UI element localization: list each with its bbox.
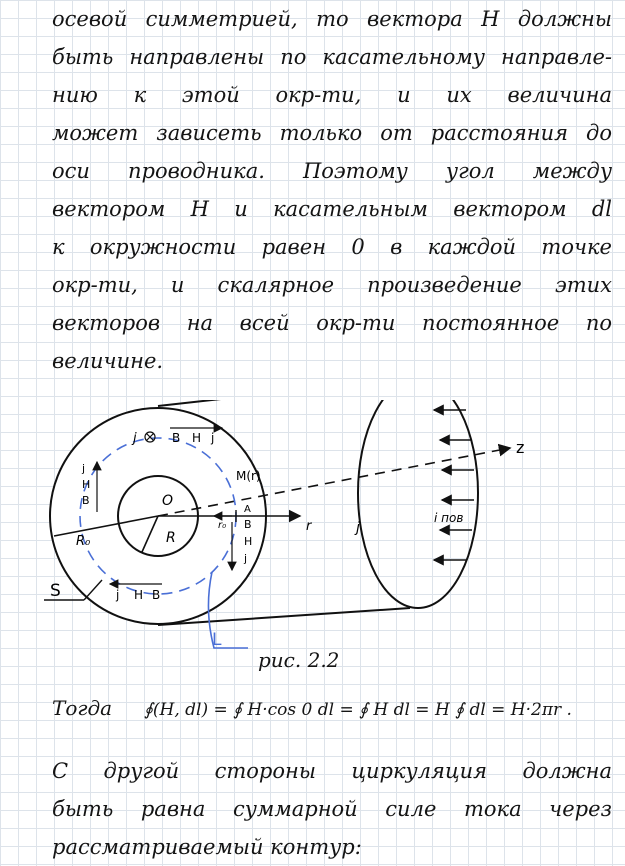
circulation-formula: ∮(H, dl) = ∮ H·cos 0 dl = ∮ H dl = H ∮ dl = H·2πr . xyxy=(144,700,572,720)
top-j2-label: j xyxy=(211,431,215,445)
text-line: оси проводника. Поэтому угол между xyxy=(52,159,612,183)
text-line: быть равна суммарной силе тока через xyxy=(52,797,612,821)
left-h-label: H xyxy=(82,478,91,491)
point-a-label: A xyxy=(244,504,251,515)
text-line: С другой стороны циркуляция должна xyxy=(52,759,612,783)
figure-caption: рис. 2.2 xyxy=(258,648,340,672)
text-line: нию к этой окр-ти, и их величина xyxy=(52,83,612,107)
current-density-label: j xyxy=(356,520,360,536)
top-j-label: j xyxy=(133,431,137,446)
contour-label: L xyxy=(212,630,222,650)
point-h-label: H xyxy=(244,535,253,548)
bottom-b-label: B xyxy=(152,588,161,602)
conductor-figure xyxy=(0,400,625,665)
unit-vec-label: r₀ xyxy=(218,520,227,531)
text-line: вектором H и касательным вектором dl xyxy=(52,197,612,221)
left-b-label: B xyxy=(82,494,90,507)
center-label: O xyxy=(162,493,174,509)
top-h-label: H xyxy=(192,431,202,445)
text-line: к окружности равен 0 в каждой точке xyxy=(52,235,612,259)
left-j-label: j xyxy=(82,462,86,475)
surface-label: S xyxy=(50,581,61,601)
text-line: рассматриваемый контур: xyxy=(52,835,362,859)
text-line: быть направлены по касательному направле- xyxy=(52,45,612,69)
axis-label: z xyxy=(516,438,525,457)
bottom-h-label: H xyxy=(134,588,144,602)
surface-current-arrows xyxy=(434,410,474,560)
outer-radius-label: R₀ xyxy=(76,534,91,549)
text-line: векторов на всей окр-ти постоянное по xyxy=(52,311,612,335)
cylinder-back-end xyxy=(358,400,478,608)
text-line: окр-ти, и скалярное произведение этих xyxy=(52,273,612,297)
text-line: осевой симметрией, то вектора H должны xyxy=(52,7,612,31)
formula-row xyxy=(52,696,612,720)
figure-svg xyxy=(0,400,625,665)
surface-current-label: i пов xyxy=(434,511,464,525)
bottom-j-label: j xyxy=(116,588,120,602)
point-b-label: B xyxy=(244,518,252,531)
point-j-label: j xyxy=(244,552,248,565)
text-line: величине. xyxy=(52,349,164,373)
cylinder-top-edge xyxy=(158,400,410,406)
point-label: M(r) xyxy=(236,469,261,483)
inner-radius-label: R xyxy=(166,530,176,546)
radius-vec-label: r xyxy=(306,519,312,534)
formula-lead: Тогда xyxy=(52,696,113,720)
text-line: может зависеть только от расстояния до xyxy=(52,121,612,145)
top-b-label: B xyxy=(172,431,181,445)
